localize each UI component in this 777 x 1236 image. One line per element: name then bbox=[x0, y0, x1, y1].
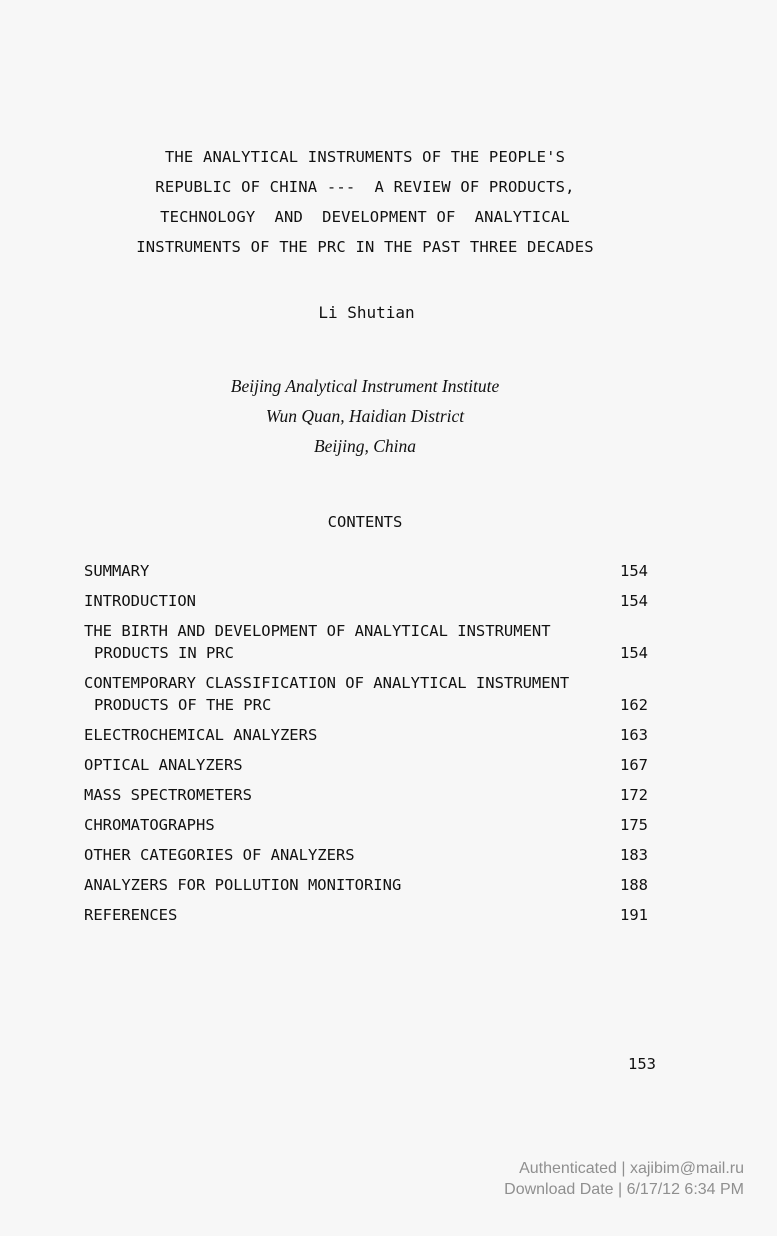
toc-entry-title: SUMMARY bbox=[84, 562, 150, 580]
toc-entry-birth-and-development bbox=[84, 620, 648, 664]
toc-entry-title: CONTEMPORARY CLASSIFICATION OF ANALYTICAL INSTRUMENT bbox=[84, 674, 570, 692]
watermark-authenticated: Authenticated | xajibim@mail.ru bbox=[519, 1160, 744, 1177]
article-title bbox=[0, 142, 730, 262]
toc-entry-title: CHROMATOGRAPHS bbox=[84, 816, 215, 834]
toc-entry-page: 167 bbox=[620, 756, 648, 774]
toc-entry-title: REFERENCES bbox=[84, 906, 178, 924]
title-line: INSTRUMENTS OF THE PRC IN THE PAST THREE DECADES bbox=[136, 238, 594, 256]
affiliation-address: Wun Quan, Haidian District bbox=[265, 406, 465, 426]
toc-entry-title: THE BIRTH AND DEVELOPMENT OF ANALYTICAL INSTRUMENT bbox=[84, 622, 551, 640]
affiliation-institute: Beijing Analytical Instrument Institute bbox=[230, 376, 500, 396]
toc-entry-introduction bbox=[84, 590, 648, 612]
toc-entry-page: 188 bbox=[620, 876, 648, 894]
toc-entry-page: 172 bbox=[620, 786, 648, 804]
toc-entry-chromatographs bbox=[84, 814, 648, 836]
toc-entry-title: MASS SPECTROMETERS bbox=[84, 786, 252, 804]
author-affiliation bbox=[0, 371, 730, 461]
toc-entry-page: 191 bbox=[620, 906, 648, 924]
title-line: REPUBLIC OF CHINA --- A REVIEW OF PRODUCTS, bbox=[155, 178, 575, 196]
toc-entry-page: 183 bbox=[620, 846, 648, 864]
toc-entry-title-continued: PRODUCTS OF THE PRC bbox=[94, 696, 272, 714]
toc-entry-title: ANALYZERS FOR POLLUTION MONITORING bbox=[84, 876, 402, 894]
toc-entry-title: OTHER CATEGORIES OF ANALYZERS bbox=[84, 846, 355, 864]
toc-entry-references bbox=[84, 904, 648, 926]
page-number: 153 bbox=[628, 1055, 656, 1073]
affiliation-city: Beijing, China bbox=[313, 436, 417, 456]
toc-entry-optical bbox=[84, 754, 648, 776]
download-watermark bbox=[504, 1158, 744, 1200]
toc-entry-page: 163 bbox=[620, 726, 648, 744]
table-of-contents bbox=[84, 560, 648, 934]
toc-entry-electrochemical bbox=[84, 724, 648, 746]
toc-entry-page: 162 bbox=[620, 696, 648, 714]
toc-entry-title: OPTICAL ANALYZERS bbox=[84, 756, 243, 774]
toc-entry-title: INTRODUCTION bbox=[84, 592, 196, 610]
toc-entry-title-continued: PRODUCTS IN PRC bbox=[94, 644, 234, 662]
toc-entry-page: 154 bbox=[620, 592, 648, 610]
toc-entry-page: 154 bbox=[620, 644, 648, 662]
toc-entry-other-categories bbox=[84, 844, 648, 866]
toc-entry-title: ELECTROCHEMICAL ANALYZERS bbox=[84, 726, 318, 744]
contents-heading: CONTENTS bbox=[327, 513, 403, 531]
toc-entry-page: 154 bbox=[620, 562, 648, 580]
toc-entry-mass-spectrometers bbox=[84, 784, 648, 806]
toc-entry-pollution-monitoring bbox=[84, 874, 648, 896]
title-line: THE ANALYTICAL INSTRUMENTS OF THE PEOPLE'S bbox=[164, 148, 566, 166]
toc-entry-contemporary-classification bbox=[84, 672, 648, 716]
toc-entry-summary bbox=[84, 560, 648, 582]
watermark-download-date: Download Date | 6/17/12 6:34 PM bbox=[504, 1181, 744, 1198]
author-name: Li Shutian bbox=[318, 303, 415, 322]
toc-entry-page: 175 bbox=[620, 816, 648, 834]
title-line: TECHNOLOGY AND DEVELOPMENT OF ANALYTICAL bbox=[160, 208, 570, 226]
